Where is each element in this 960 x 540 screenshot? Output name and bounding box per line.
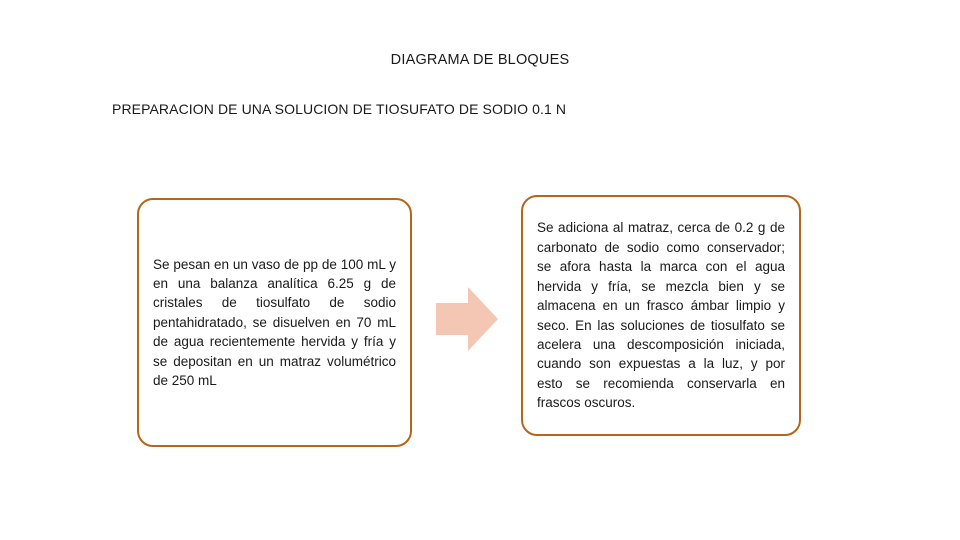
arrow-shape	[436, 287, 498, 351]
right-arrow-icon	[436, 287, 498, 351]
diagram-subtitle: PREPARACION DE UNA SOLUCION DE TIOSUFATO DE SODIO 0.1 N	[112, 101, 567, 117]
step-2-block	[521, 195, 801, 436]
page-title: DIAGRAMA DE BLOQUES	[390, 52, 570, 68]
step-1-block	[137, 198, 412, 447]
step-2-text: Se adiciona al matraz, cerca de 0.2 g de carbonato de sodio como conservador; se afora hasta la marca con el agua hervida y fría, se mezcla bien y se almacena en un frasco ámbar limpio y seco. En las soluciones de tiosulfato se acelera una descomposición iniciada, cuando son expuestas a la luz, y por esto se recomienda conservarla en frascos oscuros.	[537, 220, 785, 411]
step-1-text: Se pesan en un vaso de pp de 100 mL y en una balanza analítica 6.25 g de cristales de tiosulfato de sodio pentahidratado, se disuelven en 70 mL de agua recientemente hervida y fría y se depositan en un matraz volumétrico de 250 mL	[153, 256, 396, 389]
